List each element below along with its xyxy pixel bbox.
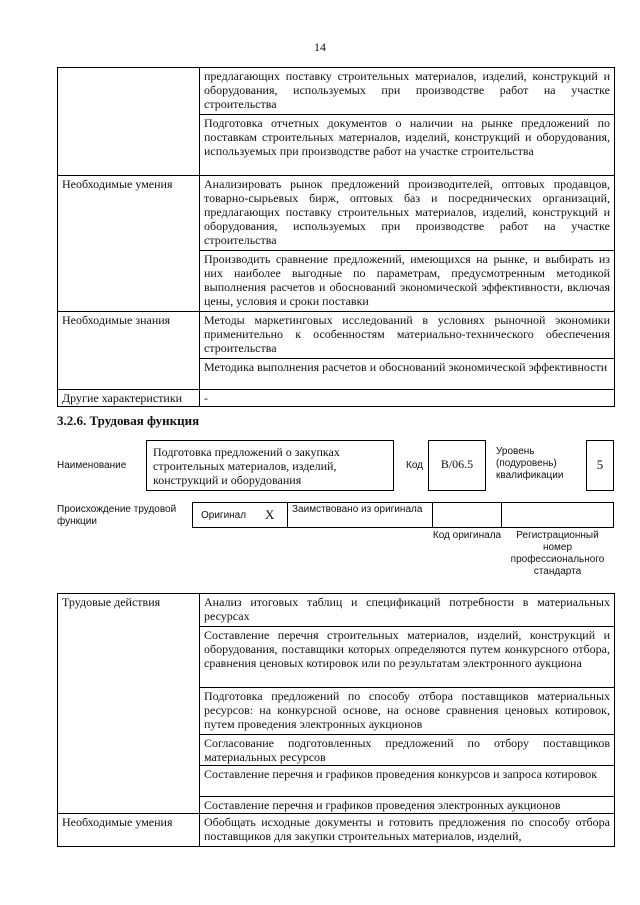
- origin-reg-number-cell: [501, 502, 614, 528]
- table-cell: Составление перечня и графиков проведения конкурсов и запроса котировок: [200, 766, 615, 797]
- table-cell: Методы маркетинговых исследований в условиях рыночной экономики применительно к особенностям материально-технического обеспечения строительства: [200, 312, 615, 359]
- row-label: Необходимые умения: [58, 814, 200, 847]
- labor-function-table: [57, 593, 615, 847]
- original-label: Оригинал: [201, 510, 247, 521]
- original-mark: X: [265, 507, 275, 522]
- table-cell: Подготовка отчетных документов о наличии на рынке предложений по поставкам строительных материалов, изделий, конструкций и оборудования, используемых при производстве работ на участке строительства: [200, 115, 615, 176]
- borrowed-label: Заимствовано из оригинала: [292, 504, 423, 515]
- reg-number-caption: Регистрационный номер профессионального стандарта: [510, 530, 605, 577]
- qualification-level-field: 5: [586, 440, 614, 491]
- table-cell: Обобщать исходные документы и готовить предложения по способу отбора поставщиков для закупки строительных материалов, изделий,: [200, 814, 615, 847]
- row-label: [58, 68, 200, 176]
- table-cell: -: [200, 390, 615, 407]
- table-cell: Анализ итоговых таблиц и спецификаций потребности в материальных ресурсах: [200, 594, 615, 627]
- table-cell: Производить сравнение предложений, имеющихся на рынке, и выбирать из них наиболее выгодные по параметрам, предусмотренным методикой выполнения расчетов и обоснований экономической эффективности, включая цены, условия и сроки поставки: [200, 251, 615, 312]
- requirements-table-continued: [57, 67, 615, 407]
- origin-row: [192, 502, 614, 528]
- row-label: Необходимые умения: [58, 176, 200, 312]
- table-cell: предлагающих поставку строительных материалов, изделий, конструкций и оборудования, используемых при производстве работ на участке строительства: [200, 68, 615, 115]
- code-caption: Код оригинала: [432, 530, 502, 541]
- level-label: Уровень (подуровень) квалификации: [496, 446, 564, 481]
- row-label: Другие характеристики: [58, 390, 200, 407]
- function-code-field: B/06.5: [428, 440, 486, 491]
- table-cell: Согласование подготовленных предложений по отбору поставщиков материальных ресурсов: [200, 735, 615, 766]
- origin-original-cell: [192, 502, 288, 528]
- row-label: Трудовые действия: [58, 594, 200, 814]
- table-row: [58, 68, 615, 115]
- row-label: Необходимые знания: [58, 312, 200, 390]
- table-row: [58, 176, 615, 251]
- origin-code-cell: [432, 502, 502, 528]
- page-number: 14: [314, 40, 326, 54]
- table-cell: Составление перечня и графиков проведения электронных аукционов: [200, 797, 615, 814]
- section-title: 3.2.6. Трудовая функция: [57, 413, 200, 428]
- table-cell: Методика выполнения расчетов и обоснований экономической эффективности: [200, 359, 615, 390]
- table-row: [58, 312, 615, 359]
- name-label: Наименование: [57, 460, 127, 471]
- code-label: Код: [406, 460, 424, 471]
- table-cell: Подготовка предложений по способу отбора поставщиков материальных ресурсов: на конкурсной основе, на основе сравнения ценовых котировок, путем проведения электронных аукционов: [200, 688, 615, 735]
- function-name-field: Подготовка предложений о закупках строительных материалов, изделий, конструкций и оборудования: [146, 440, 394, 491]
- table-row: [58, 390, 615, 407]
- table-row: [58, 814, 615, 847]
- table-cell: Составление перечня строительных материалов, изделий, конструкций и оборудования, поставщики которых определяются путем конкурсного отбора, сравнения ценовых котировок или по результатам электронного аукциона: [200, 627, 615, 688]
- table-row: [58, 594, 615, 627]
- origin-label: Происхождение трудовой функции: [57, 504, 177, 527]
- origin-borrowed-cell: [287, 502, 433, 528]
- table-cell: Анализировать рынок предложений производителей, оптовых продавцов, товарно-сырьевых бирж, оптовых баз и посреднических организаций, предлагающих поставку строительных материалов, изделий, конструкций и оборудования, используемых при производстве работ на участке строительства: [200, 176, 615, 251]
